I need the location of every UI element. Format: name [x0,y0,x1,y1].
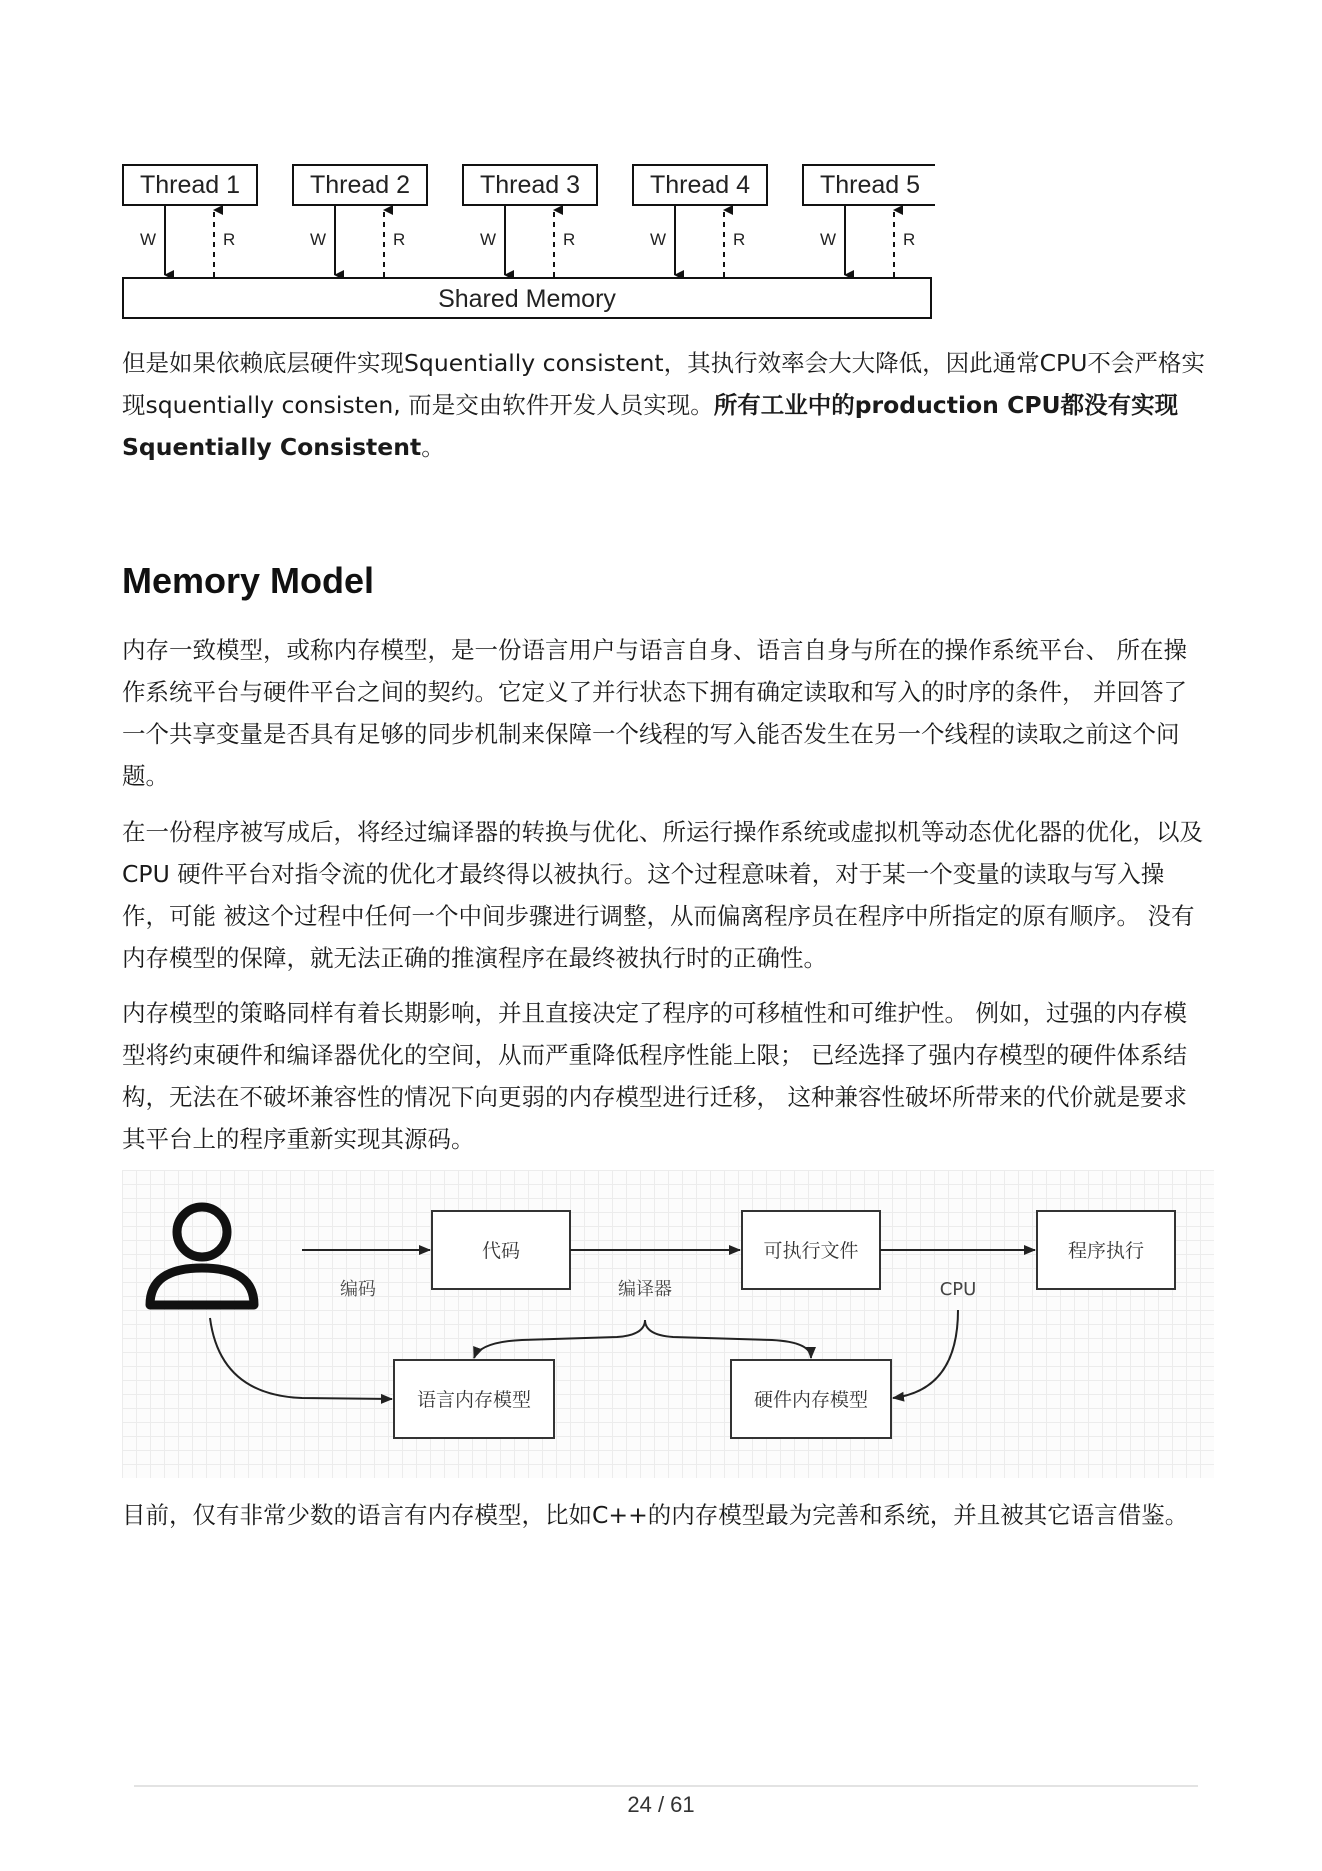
thread-5-node [803,165,935,277]
write-label: W [480,230,497,249]
code-box [432,1211,570,1289]
compiler-label: 编译器 [618,1279,672,1300]
thread-5-label: Thread 5 [819,171,921,199]
executable-box [742,1211,880,1289]
memory-model-flow-diagram [122,1170,1214,1478]
thread-4-label: Thread 4 [649,171,751,199]
shared-memory-node [123,278,931,318]
read-label: R [733,230,746,249]
compiler-to-hardware-model-arrow [645,1320,811,1358]
paragraph-sequential-consistency [122,342,1210,468]
user-to-language-model-arrow [210,1318,392,1399]
executable-box-label: 可执行文件 [763,1240,859,1262]
thread-1-label: Thread 1 [139,171,241,199]
write-label: W [310,230,327,249]
page-number: 24 / 61 [627,1792,695,1817]
read-label: R [223,230,236,249]
write-label: W [650,230,667,249]
shared-memory-label: Shared Memory [438,285,616,313]
language-memory-model-label: 语言内存模型 [416,1389,532,1411]
read-label: R [563,230,576,249]
thread-4-node [633,165,767,277]
cpu-label: CPU [939,1279,977,1300]
thread-2-label: Thread 2 [309,171,411,199]
thread-1-node [123,165,257,277]
thread-3-label: Thread 3 [479,171,581,199]
threads-shared-memory-figure [120,160,935,325]
section-title: Memory Model [122,560,375,601]
encode-label: 编码 [340,1279,376,1300]
footer-divider [134,1785,1198,1787]
hardware-memory-model-label: 硬件内存模型 [753,1389,869,1411]
language-memory-model-box [394,1360,554,1438]
paragraph-1-text: 但是如果依赖底层硬件实现Squentially consistent，其执行效率会大大降低，因此通常CPU不会严格实现squentially consisten, 而是交由软件开发人员实现。 [122,349,1205,419]
execution-box [1037,1211,1175,1289]
cpu-to-hardware-model-arrow [893,1310,958,1398]
execution-box-label: 程序执行 [1067,1240,1145,1262]
paragraph-compilation-process: 在一份程序被写成后，将经过编译器的转换与优化、所运行操作系统或虚拟机等动态优化器的优化，以及 CPU 硬件平台对指令流的优化才最终得以被执行。这个过程意味着，对于某一个变量的读取与写入操作，可能 被这个过程中任何一个中间步骤进行调整，从而偏离程序员在程序中所指定的原有顺序。 没有内存模型的保障，就无法正确的推演程序在最终被执行时的正确性。 [122,818,1203,972]
compiler-to-language-model-arrow [474,1320,645,1358]
paragraph-languages-with-memory-model: 目前，仅有非常少数的语言有内存模型，比如C++的内存模型最为完善和系统，并且被其它语言借鉴。 [122,1501,1189,1529]
thread-2-node [293,165,427,277]
write-label: W [140,230,157,249]
read-label: R [903,230,916,249]
hardware-memory-model-box [731,1360,891,1438]
read-label: R [393,230,406,249]
paragraph-memory-model-definition: 内存一致模型，或称内存模型，是一份语言用户与语言自身、语言自身与所在的操作系统平台、 所在操作系统平台与硬件平台之间的契约。它定义了并行状态下拥有确定读取和写入的时序的条件， 并回答了一个共享变量是否具有足够的同步机制来保障一个线程的写入能否发生在另一个线程的读取之前这个问题。 [122,636,1187,790]
write-label: W [820,230,837,249]
thread-3-node [463,165,597,277]
paragraph-1-tail: 。 [421,433,445,461]
paragraph-memory-model-impact: 内存模型的策略同样有着长期影响，并且直接决定了程序的可移植性和可维护性。 例如，过强的内存模型将约束硬件和编译器优化的空间，从而严重降低程序性能上限； 已经选择了强内存模型的硬件体系结构，无法在不破坏兼容性的情况下向更弱的内存模型进行迁移， 这种兼容性破坏所带来的代价就是要求其平台上的程序重新实现其源码。 [122,999,1187,1153]
user-icon [150,1207,254,1305]
code-box-label: 代码 [481,1240,521,1262]
paragraph-1-bold: 所有工业中的production CPU都没有实现Squentially Consistent [122,391,1179,461]
